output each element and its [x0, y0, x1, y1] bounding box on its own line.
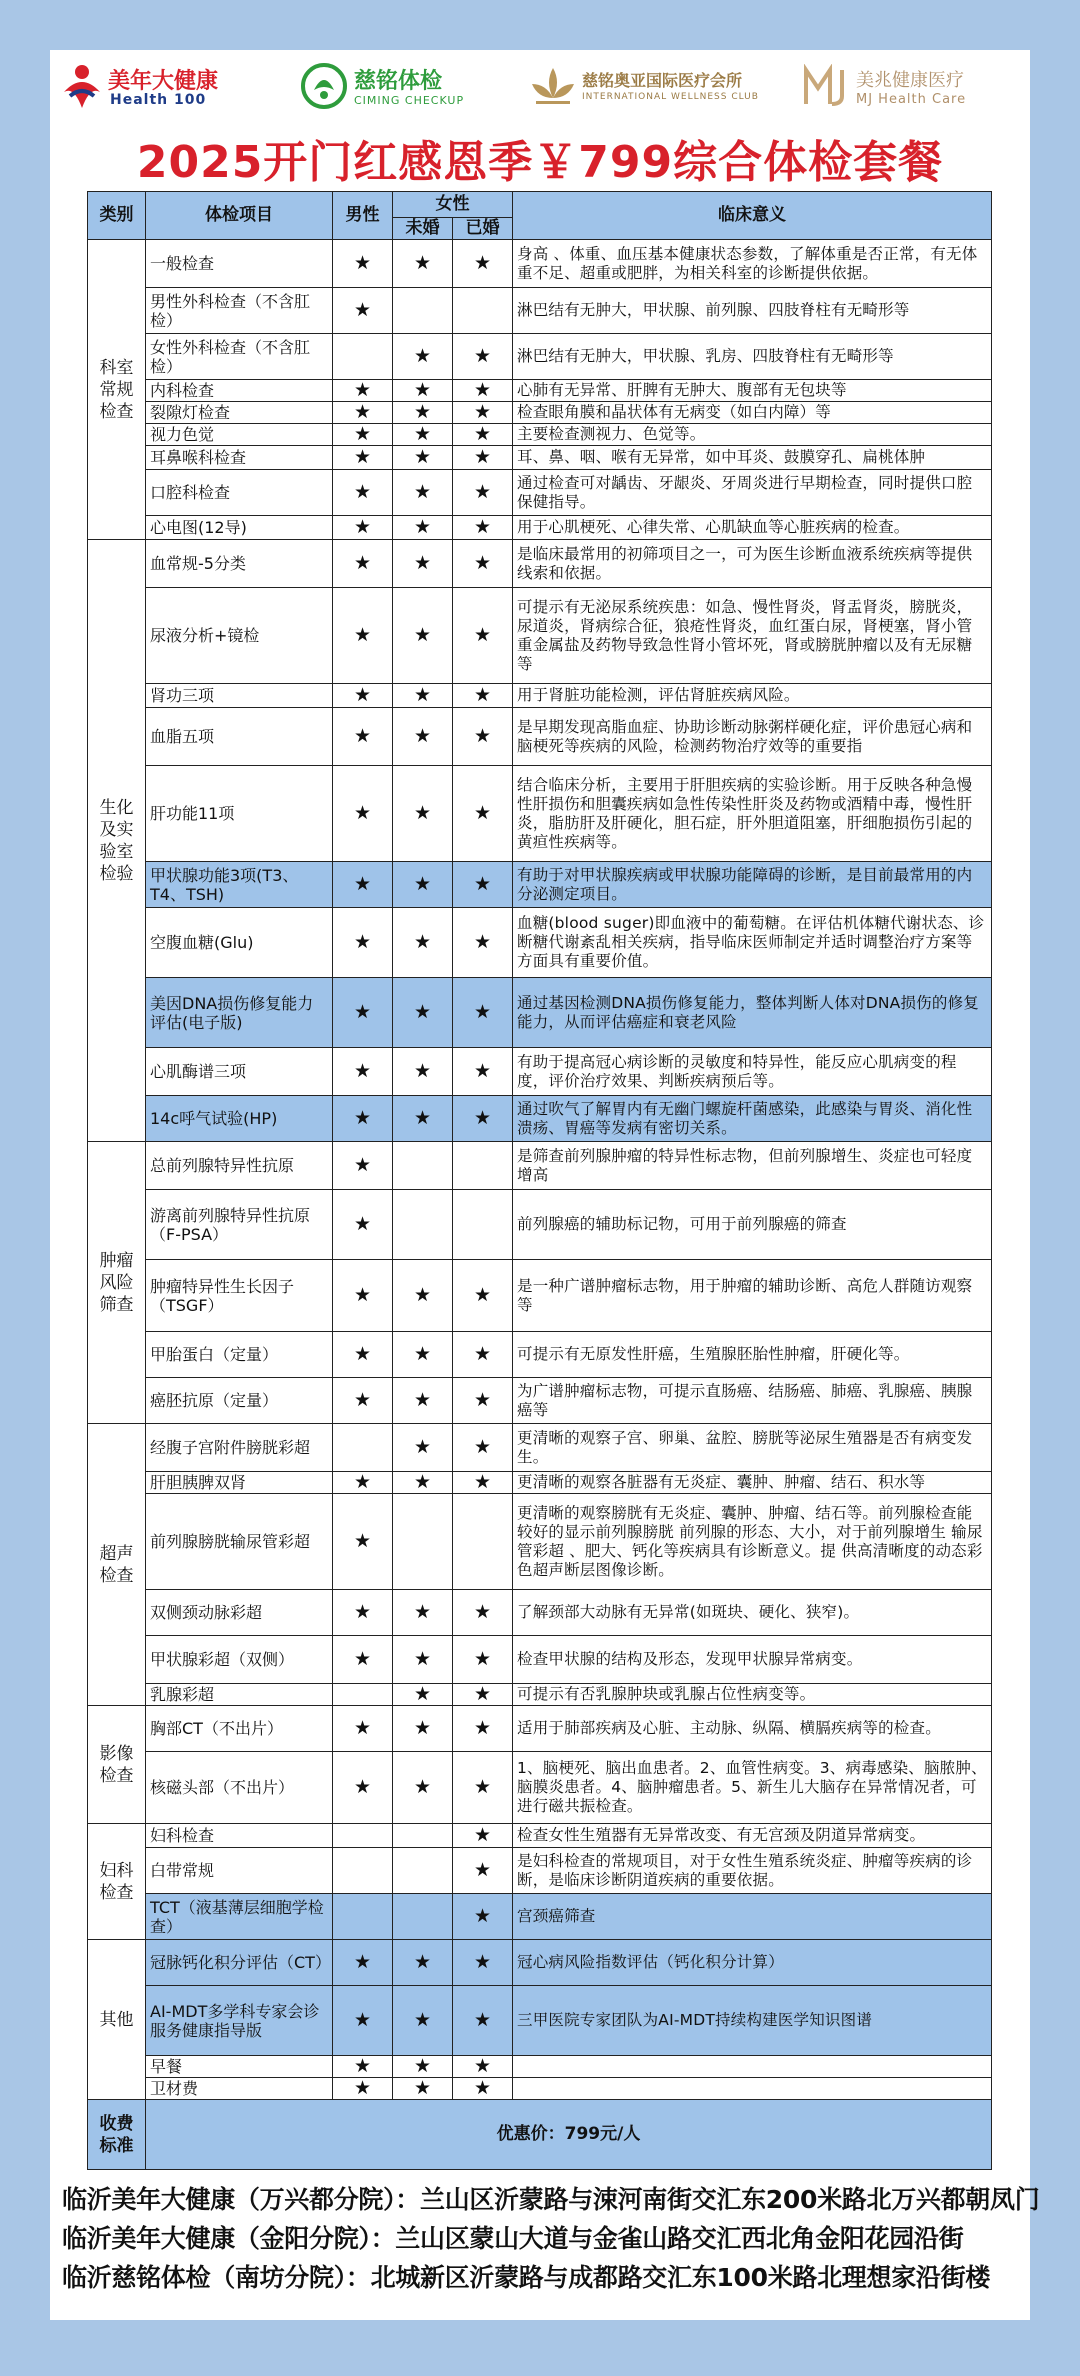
item-cell: 经腹子宫附件膀胱彩超 [146, 1424, 333, 1472]
table-row [88, 1332, 992, 1378]
item-cell: 早餐 [146, 2056, 333, 2078]
meaning-cell: 更清晰的观察子宫、卵巢、盆腔、膀胱等泌尿生殖器是否有病变发生。 [513, 1424, 992, 1472]
meaning-cell [513, 2078, 992, 2100]
married-star: ★ [453, 1472, 513, 1494]
unmarried-star: ★ [393, 1706, 453, 1752]
married-star: ★ [453, 1636, 513, 1684]
meaning-cell: 通过基因检测DNA损伤修复能力，整体判断人体对DNA损伤的修复能力，从而评估癌症和衰老风险 [513, 978, 992, 1048]
male-star: ★ [333, 1590, 393, 1636]
meizhao-logo [802, 60, 1022, 116]
unmarried-star: ★ [393, 766, 453, 862]
meaning-cell: 可提示有无泌尿系统疾患：如急、慢性肾炎，肾盂肾炎，膀胱炎，尿道炎，肾病综合征，狼疮性肾炎，血红蛋白尿，肾梗塞，肾小管重金属盐及药物导致急性肾小管坏死，肾或膀胱肿瘤以及有无尿糖等 [513, 588, 992, 684]
meizhao-logo-cn: 美兆健康医疗 [856, 70, 964, 91]
married-star: ★ [453, 470, 513, 516]
table-row [88, 288, 992, 334]
table-row [88, 1472, 992, 1494]
table-row [88, 1752, 992, 1824]
table-row [88, 1824, 992, 1848]
meaning-cell: 淋巴结有无肿大，甲状腺、前列腺、四肢脊柱有无畸形等 [513, 288, 992, 334]
ciming-logo-en: CIMING CHECKUP [354, 94, 465, 107]
table-row [88, 684, 992, 708]
table-row [88, 1190, 992, 1260]
item-cell: 血常规-5分类 [146, 540, 333, 588]
unmarried-star: ★ [393, 1986, 453, 2056]
unmarried-star: ★ [393, 516, 453, 540]
meaning-cell: 主要检查测视力、色觉等。 [513, 424, 992, 446]
meaning-cell: 淋巴结有无肿大，甲状腺、乳房、四肢脊柱有无畸形等 [513, 334, 992, 380]
meaning-cell: 更清晰的观察各脏器有无炎症、囊肿、肿瘤、结石、积水等 [513, 1472, 992, 1494]
male-star: ★ [333, 1472, 393, 1494]
table-row [88, 1096, 992, 1142]
male-star: ★ [333, 1940, 393, 1986]
male-star: ★ [333, 862, 393, 908]
table-row [88, 1424, 992, 1472]
male-star: ★ [333, 1048, 393, 1096]
male-star: ★ [333, 908, 393, 978]
unmarried-star: ★ [393, 424, 453, 446]
fee-price: 优惠价：799元/人 [146, 2100, 992, 2170]
fee-row [88, 2100, 992, 2170]
checkup-table [87, 191, 991, 2170]
header-meaning: 临床意义 [513, 192, 992, 240]
married-star: ★ [453, 1848, 513, 1894]
meaning-cell: 了解颈部大动脉有无异常(如斑块、硬化、狭窄)。 [513, 1590, 992, 1636]
married-star: ★ [453, 766, 513, 862]
table-row [88, 1260, 992, 1332]
male-star: ★ [333, 1636, 393, 1684]
header-male: 男性 [333, 192, 393, 240]
table-row [88, 766, 992, 862]
category-cell: 科室常规检查 [88, 240, 146, 540]
married-star: ★ [453, 240, 513, 288]
male-star: ★ [333, 1494, 393, 1590]
item-cell: 一般检查 [146, 240, 333, 288]
male-star: ★ [333, 1096, 393, 1142]
item-cell: TCT（液基薄层细胞学检查） [146, 1894, 333, 1940]
male-star: ★ [333, 2078, 393, 2100]
male-star: ★ [333, 766, 393, 862]
meaning-cell: 冠心病风险指数评估（钙化积分计算） [513, 1940, 992, 1986]
header-unmarried: 未婚 [393, 218, 453, 240]
unmarried-star: ★ [393, 1048, 453, 1096]
header-married: 已婚 [453, 218, 513, 240]
married-star: ★ [453, 1096, 513, 1142]
married-star: ★ [453, 1424, 513, 1472]
item-cell: 肿瘤特异性生长因子（TSGF） [146, 1260, 333, 1332]
male-star: ★ [333, 1986, 393, 2056]
item-cell: 美因DNA损伤修复能力评估(电子版) [146, 978, 333, 1048]
married-star: ★ [453, 2078, 513, 2100]
table-row [88, 1048, 992, 1096]
unmarried-star: ★ [393, 1590, 453, 1636]
item-cell: 女性外科检查（不含肛检） [146, 334, 333, 380]
item-cell: 妇科检查 [146, 1824, 333, 1848]
meaning-cell: 身高 、体重、血压基本健康状态参数，了解体重是否正常，有无体重不足、超重或肥胖，为相关科室的诊断提供依据。 [513, 240, 992, 288]
item-cell: 乳腺彩超 [146, 1684, 333, 1706]
item-cell: 肝胆胰脾双肾 [146, 1472, 333, 1494]
male-star: ★ [333, 684, 393, 708]
married-star: ★ [453, 446, 513, 470]
table-row [88, 1986, 992, 2056]
table-row [88, 588, 992, 684]
item-cell: 内科检查 [146, 380, 333, 402]
aoya-logo-en: INTERNATIONAL WELLNESS CLUB [582, 92, 759, 102]
item-cell: 肝功能11项 [146, 766, 333, 862]
unmarried-star: ★ [393, 1752, 453, 1824]
meaning-cell: 用于肾脏功能检测，评估肾脏疾病风险。 [513, 684, 992, 708]
table-row [88, 1494, 992, 1590]
unmarried-star: ★ [393, 540, 453, 588]
aoya-logo-cn: 慈铭奥亚国际医疗会所 [582, 71, 743, 90]
meaning-cell: 可提示有否乳腺肿块或乳腺占位性病变等。 [513, 1684, 992, 1706]
male-star: ★ [333, 1142, 393, 1190]
married-star: ★ [453, 424, 513, 446]
married-star: ★ [453, 1048, 513, 1096]
item-cell: 空腹血糖(Glu) [146, 908, 333, 978]
item-cell: 白带常规 [146, 1848, 333, 1894]
meaning-cell: 适用于肺部疾病及心脏、主动脉、纵隔、横膈疾病等的检查。 [513, 1706, 992, 1752]
unmarried-star: ★ [393, 446, 453, 470]
meaning-cell: 检查女性生殖器有无异常改变、有无宫颈及阴道异常病变。 [513, 1824, 992, 1848]
table-row [88, 240, 992, 288]
table-row [88, 540, 992, 588]
married-star: ★ [453, 862, 513, 908]
table-row [88, 1940, 992, 1986]
item-cell: 耳鼻喉科检查 [146, 446, 333, 470]
married-star: ★ [453, 380, 513, 402]
meaning-cell: 是早期发现高脂血症、协助诊断动脉粥样硬化症，评价患冠心病和脑梗死等疾病的风险，检测药物治疗效等的重要指 [513, 708, 992, 766]
table-row [88, 978, 992, 1048]
married-star: ★ [453, 1894, 513, 1940]
married-star: ★ [453, 978, 513, 1048]
item-cell: 尿液分析+镜检 [146, 588, 333, 684]
mj-logo-icon [802, 64, 850, 108]
unmarried-star: ★ [393, 240, 453, 288]
married-star: ★ [453, 1378, 513, 1424]
male-star: ★ [333, 1260, 393, 1332]
meaning-cell: 前列腺癌的辅助标记物，可用于前列腺癌的筛查 [513, 1190, 992, 1260]
married-star: ★ [453, 540, 513, 588]
address-line-1: 临沂美年大健康（万兴都分院）：兰山区沂蒙路与涑河南街交汇东200米路北万兴都朝凤门 [62, 2185, 1040, 2214]
meaning-cell: 心肺有无异常、肝脾有无肿大、腹部有无包块等 [513, 380, 992, 402]
meaning-cell: 通过检查可对龋齿、牙龈炎、牙周炎进行早期检查，同时提供口腔保健指导。 [513, 470, 992, 516]
unmarried-star: ★ [393, 334, 453, 380]
meizhao-logo-en: MJ Health Care [856, 92, 967, 107]
item-cell: 总前列腺特异性抗原 [146, 1142, 333, 1190]
meaning-cell: 耳、鼻、咽、喉有无异常，如中耳炎、鼓膜穿孔、扁桃体肿 [513, 446, 992, 470]
meaning-cell: 是临床最常用的初筛项目之一，可为医生诊断血液系统疾病等提供线索和依据。 [513, 540, 992, 588]
table-row [88, 470, 992, 516]
unmarried-star: ★ [393, 2056, 453, 2078]
table-row [88, 1894, 992, 1940]
unmarried-star: ★ [393, 470, 453, 516]
married-star: ★ [453, 908, 513, 978]
fee-label: 收费标准 [88, 2100, 146, 2170]
address-line-3: 临沂慈铭体检（南坊分院）：北城新区沂蒙路与成都路交汇东100米路北理想家沿街楼 [62, 2263, 990, 2292]
item-cell: 裂隙灯检查 [146, 402, 333, 424]
address-line-2: 临沂美年大健康（金阳分院）：兰山区蒙山大道与金雀山路交汇西北角金阳花园沿街 [62, 2224, 964, 2253]
item-cell: 游离前列腺特异性抗原（F-PSA） [146, 1190, 333, 1260]
meaning-cell: 1、脑梗死、脑出血患者。2、血管性病变。3、病毒感染、脑脓肿、脑膜炎患者。4、脑肿瘤患者。5、新生儿大脑存在异常情况者，可进行磁共振检查。 [513, 1752, 992, 1824]
meaning-cell [513, 2056, 992, 2078]
male-star: ★ [333, 402, 393, 424]
meaning-cell: 有助于提高冠心病诊断的灵敏度和特异性，能反应心肌病变的程度，评价治疗效果、判断疾病预后等。 [513, 1048, 992, 1096]
unmarried-star: ★ [393, 588, 453, 684]
male-star: ★ [333, 1332, 393, 1378]
item-cell: 冠脉钙化积分评估（CT） [146, 1940, 333, 1986]
male-star: ★ [333, 1378, 393, 1424]
male-star: ★ [333, 240, 393, 288]
item-cell: 卫材费 [146, 2078, 333, 2100]
married-star: ★ [453, 588, 513, 684]
meaning-cell: 更清晰的观察膀胱有无炎症、囊肿、肿瘤、结石等。前列腺检查能较好的显示前列腺膀胱 前列腺的形态、大小，对于前列腺增生 输尿管彩超 、肥大、钙化等疾病具有诊断意义。提 供高清晰度的动态彩色超声断层图像诊断。 [513, 1494, 992, 1590]
table-row [88, 1848, 992, 1894]
married-star: ★ [453, 1590, 513, 1636]
page-title: 2025开门红感恩季￥799综合体检套餐 [136, 137, 944, 188]
table-row [88, 1684, 992, 1706]
unmarried-star: ★ [393, 908, 453, 978]
meaning-cell: 有助于对甲状腺疾病或甲状腺功能障碍的诊断，是目前最常用的内分泌测定项目。 [513, 862, 992, 908]
category-cell: 生化及实验室检验 [88, 540, 146, 1142]
item-cell: 男性外科检查（不含肛检） [146, 288, 333, 334]
table-row [88, 446, 992, 470]
table-row [88, 2078, 992, 2100]
unmarried-star: ★ [393, 1424, 453, 1472]
unmarried-star: ★ [393, 1260, 453, 1332]
item-cell: 甲胎蛋白（定量） [146, 1332, 333, 1378]
meaning-cell: 为广谱肿瘤标志物，可提示直肠癌、结肠癌、肺癌、乳腺癌、胰腺癌等 [513, 1378, 992, 1424]
table-row [88, 1378, 992, 1424]
meinian-logo [60, 60, 260, 116]
male-star: ★ [333, 288, 393, 334]
married-star: ★ [453, 2056, 513, 2078]
item-cell: 视力色觉 [146, 424, 333, 446]
lotus-logo-icon [528, 64, 578, 108]
unmarried-star: ★ [393, 684, 453, 708]
meaning-cell: 检查甲状腺的结构及形态，发现甲状腺异常病变。 [513, 1636, 992, 1684]
table-row [88, 380, 992, 402]
item-cell: 核磁头部（不出片） [146, 1752, 333, 1824]
male-star: ★ [333, 540, 393, 588]
male-star: ★ [333, 588, 393, 684]
table-row [88, 334, 992, 380]
category-cell: 影像检查 [88, 1706, 146, 1824]
married-star: ★ [453, 1752, 513, 1824]
table-row [88, 1706, 992, 1752]
item-cell: 前列腺膀胱输尿管彩超 [146, 1494, 333, 1590]
male-star: ★ [333, 978, 393, 1048]
category-cell: 超声检查 [88, 1424, 146, 1706]
married-star: ★ [453, 1260, 513, 1332]
table-row [88, 1636, 992, 1684]
unmarried-star: ★ [393, 1636, 453, 1684]
married-star: ★ [453, 684, 513, 708]
item-cell: 14c呼气试验(HP) [146, 1096, 333, 1142]
meaning-cell: 可提示有无原发性肝癌，生殖腺胚胎性肿瘤，肝硬化等。 [513, 1332, 992, 1378]
meaning-cell: 是筛查前列腺肿瘤的特异性标志物，但前列腺增生、炎症也可轻度增高 [513, 1142, 992, 1190]
table-row [88, 708, 992, 766]
meaning-cell: 宫颈癌筛查 [513, 1894, 992, 1940]
category-cell: 肿瘤风险筛查 [88, 1142, 146, 1424]
married-star: ★ [453, 708, 513, 766]
male-star: ★ [333, 470, 393, 516]
male-star: ★ [333, 1706, 393, 1752]
unmarried-star: ★ [393, 402, 453, 424]
meaning-cell: 三甲医院专家团队为AI-MDT持续构建医学知识图谱 [513, 1986, 992, 2056]
header-female: 女性 [393, 192, 513, 218]
male-star: ★ [333, 708, 393, 766]
unmarried-star: ★ [393, 862, 453, 908]
table-row [88, 2056, 992, 2078]
male-star: ★ [333, 516, 393, 540]
male-star: ★ [333, 380, 393, 402]
meaning-cell: 是妇科检查的常规项目，对于女性生殖系统炎症、肿瘤等疾病的诊断，是临床诊断阴道疾病的重要依据。 [513, 1848, 992, 1894]
meaning-cell: 检查眼角膜和晶状体有无病变（如白内障）等 [513, 402, 992, 424]
item-cell: 甲状腺彩超（双侧） [146, 1636, 333, 1684]
married-star: ★ [453, 1940, 513, 1986]
married-star: ★ [453, 1706, 513, 1752]
meaning-cell: 通过吹气了解胃内有无幽门螺旋杆菌感染，此感染与胃炎、消化性溃疡、胃癌等发病有密切关系。 [513, 1096, 992, 1142]
table-row [88, 1142, 992, 1190]
table-row [88, 1590, 992, 1636]
category-cell: 妇科检查 [88, 1824, 146, 1940]
meaning-cell: 结合临床分析，主要用于肝胆疾病的实验诊断。用于反映各种急慢性肝损伤和胆囊疾病如急性传染性肝炎及药物或酒精中毒，慢性肝炎，脂肪肝及肝硬化，胆石症，肝外胆道阻塞，肝细胞损伤引起的黄疸性疾病等。 [513, 766, 992, 862]
male-star: ★ [333, 1752, 393, 1824]
ciming-logo-cn: 慈铭体检 [354, 69, 443, 94]
unmarried-star: ★ [393, 2078, 453, 2100]
unmarried-star: ★ [393, 978, 453, 1048]
item-cell: 双侧颈动脉彩超 [146, 1590, 333, 1636]
aoya-logo [528, 60, 768, 116]
ciming-logo [300, 60, 500, 116]
table-row [88, 402, 992, 424]
unmarried-star: ★ [393, 1684, 453, 1706]
table-row [88, 424, 992, 446]
table-row [88, 908, 992, 978]
meinian-logo-en: Health 100 [110, 92, 207, 108]
unmarried-star: ★ [393, 708, 453, 766]
item-cell: 肾功三项 [146, 684, 333, 708]
male-star: ★ [333, 446, 393, 470]
ciming-logo-icon [300, 62, 348, 110]
header-item: 体检项目 [146, 192, 333, 240]
item-cell: 血脂五项 [146, 708, 333, 766]
unmarried-star: ★ [393, 1472, 453, 1494]
married-star: ★ [453, 1986, 513, 2056]
unmarried-star: ★ [393, 380, 453, 402]
married-star: ★ [453, 334, 513, 380]
unmarried-star: ★ [393, 1940, 453, 1986]
item-cell: AI-MDT多学科专家会诊服务健康指导版 [146, 1986, 333, 2056]
item-cell: 癌胚抗原（定量） [146, 1378, 333, 1424]
married-star: ★ [453, 1332, 513, 1378]
married-star: ★ [453, 1824, 513, 1848]
item-cell: 心肌酶谱三项 [146, 1048, 333, 1096]
item-cell: 甲状腺功能3项(T3、T4、TSH) [146, 862, 333, 908]
logo-bar [50, 52, 1030, 122]
male-star: ★ [333, 424, 393, 446]
married-star: ★ [453, 1684, 513, 1706]
item-cell: 胸部CT（不出片） [146, 1706, 333, 1752]
meaning-cell: 是一种广谱肿瘤标志物，用于肿瘤的辅助诊断、高危人群随访观察等 [513, 1260, 992, 1332]
item-cell: 口腔科检查 [146, 470, 333, 516]
meinian-logo-icon [60, 62, 104, 110]
meinian-logo-cn: 美年大健康 [108, 69, 219, 94]
category-cell: 其他 [88, 1940, 146, 2100]
table-row [88, 516, 992, 540]
married-star: ★ [453, 402, 513, 424]
male-star: ★ [333, 2056, 393, 2078]
unmarried-star: ★ [393, 1332, 453, 1378]
unmarried-star: ★ [393, 1378, 453, 1424]
header-category: 类别 [88, 192, 146, 240]
unmarried-star: ★ [393, 1096, 453, 1142]
married-star: ★ [453, 516, 513, 540]
table-row [88, 862, 992, 908]
item-cell: 心电图(12导) [146, 516, 333, 540]
meaning-cell: 用于心肌梗死、心律失常、心肌缺血等心脏疾病的检查。 [513, 516, 992, 540]
meaning-cell: 血糖(blood suger)即血液中的葡萄糖。在评估机体糖代谢状态、诊断糖代谢紊乱相关疾病，指导临床医师制定并适时调整治疗方案等方面具有重要价值。 [513, 908, 992, 978]
male-star: ★ [333, 1190, 393, 1260]
